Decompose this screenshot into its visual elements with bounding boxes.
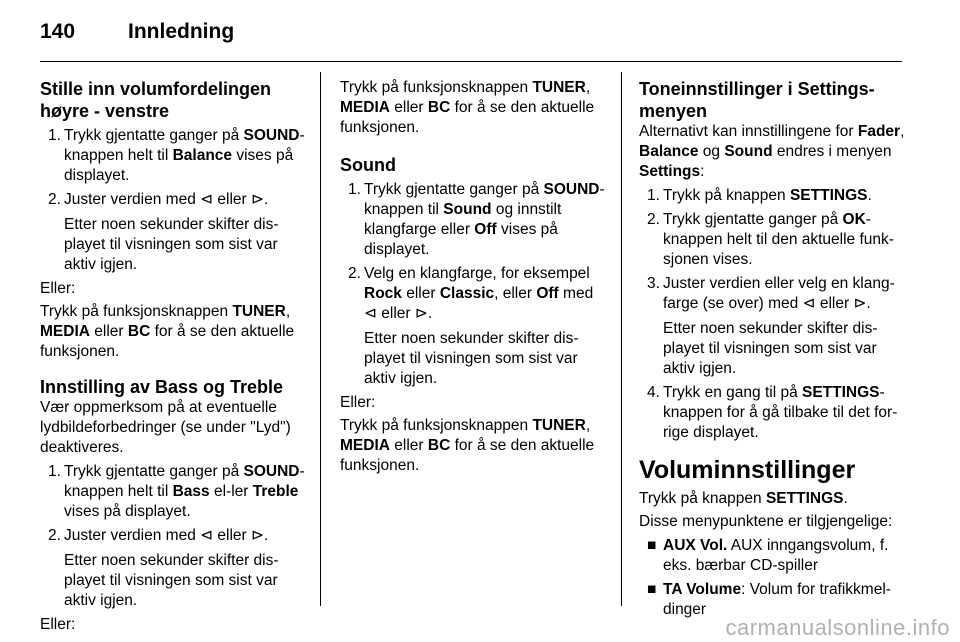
page-header xyxy=(40,18,902,62)
list-item: ■ TA Volume: Volum for trafikkmel-dinger xyxy=(647,581,891,618)
or-text: Eller: xyxy=(340,394,376,411)
function-button-text: Trykk på funksjonsknappen TUNER, MEDIA eller BC for å se den aktuelle funksjonen. xyxy=(340,79,595,136)
heading-tone-settings: Toneinnstillinger i Settings-menyen xyxy=(639,79,875,121)
function-button-text: Trykk på funksjonsknappen TUNER, MEDIA eller BC for å se den aktuelle funksjonen. xyxy=(40,303,295,360)
or-text: Eller: xyxy=(40,616,76,633)
watermark: carmanualsonline.info xyxy=(725,615,950,640)
list-item: 2. Trykk gjentatte ganger på OK-knappen helt til den aktuelle funk-sjonen vises. xyxy=(647,211,894,268)
list-item: 1. Trykk gjentatte ganger på SOUND-knappen helt til Bass el-ler Treble vises på displayet. xyxy=(48,463,305,520)
list-item: 2. Juster verdien med ⊲ eller ⊳. Etter noen sekunder skifter dis-playet til visningen som sist var aktiv igjen. xyxy=(48,191,279,273)
volume-intro: Trykk på knappen SETTINGS. xyxy=(639,490,848,507)
sound-steps xyxy=(340,180,608,389)
settings-steps xyxy=(639,186,907,443)
heading-volume-settings: Voluminnstillinger xyxy=(639,456,856,484)
list-item: 1. Trykk på knappen SETTINGS. xyxy=(647,187,872,204)
balance-steps xyxy=(40,126,306,275)
list-item: 1. Trykk gjentatte ganger på SOUND-knappen helt til Balance vises på displayet. xyxy=(48,127,305,184)
list-item: 3. Juster verdien eller velg en klang-farge (se over) med ⊲ eller ⊳. Etter noen sekunder skifter dis-playet til visningen som sist var aktiv igjen. xyxy=(647,275,895,377)
heading-sound: Sound xyxy=(340,155,396,175)
function-button-text: Trykk på funksjonsknappen TUNER, MEDIA eller BC for å se den aktuelle funksjonen. xyxy=(340,417,595,474)
menu-intro: Disse menypunktene er tilgjengelige: xyxy=(639,513,893,530)
list-item: 2. Juster verdien med ⊲ eller ⊳. Etter noen sekunder skifter dis-playet til visningen som sist var aktiv igjen. xyxy=(48,527,279,609)
bullet-icon: ■ xyxy=(647,581,657,598)
column-divider-1 xyxy=(320,72,321,606)
list-item: 2. Velg en klangfarge, for eksempel Rock eller Classic, eller Off med ⊲ eller ⊳. Etter noen sekunder skifter dis-playet til visningen som sist var aktiv igjen. xyxy=(348,265,594,387)
chapter-title: Innledning xyxy=(128,20,235,43)
page-number: 140 xyxy=(40,20,76,43)
header-rule xyxy=(40,61,902,62)
column-divider-2 xyxy=(621,72,622,606)
heading-bass-treble: Innstilling av Bass og Treble xyxy=(40,377,284,397)
heading-balance: Stille inn volumfordelingen høyre - venstre xyxy=(40,79,272,121)
column-3 xyxy=(639,72,907,624)
intro-text: Alternativt kan innstillingene for Fader, Balance og Sound endres i menyen Settings: xyxy=(639,123,905,180)
list-item: ■ AUX Vol. AUX inngangsvolum, f. eks. bærbar CD-spiller xyxy=(647,537,889,574)
column-2 xyxy=(340,72,608,479)
or-text: Eller: xyxy=(40,280,76,297)
list-item: 1. Trykk gjentatte ganger på SOUND-knappen til Sound og innstilt klangfarge eller Off vises på displayet. xyxy=(348,181,605,258)
bullet-icon: ■ xyxy=(647,537,657,554)
note-text: Vær oppmerksom på at eventuelle lydbildeforbedringer (se under "Lyd") deaktiveres. xyxy=(40,399,291,456)
column-1 xyxy=(40,72,306,638)
bass-steps xyxy=(40,462,306,611)
list-item: 4. Trykk en gang til på SETTINGS-knappen for å gå tilbake til det for-rige displayet. xyxy=(647,384,898,441)
